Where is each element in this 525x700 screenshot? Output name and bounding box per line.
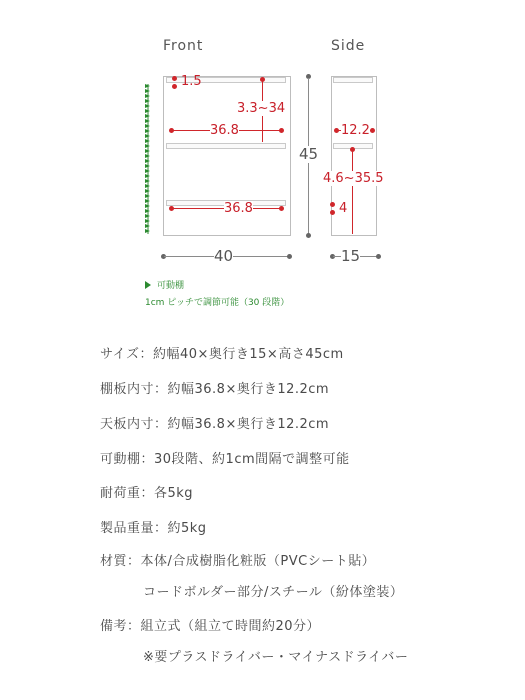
spec-material-cont: コードボルダー部分/スチール（紛体塗装） [143,585,404,600]
top-width-dimension: 36.8 [224,201,253,216]
total-height-dimension: 45 [299,145,319,163]
dim-dot [330,210,335,215]
front-view-label: Front [163,38,204,54]
spec-shelf-inner: 棚板内寸：約幅36.8×奥行き12.2cm [100,382,330,397]
spec-top-inner: 天板内寸：約幅36.8×奥行き12.2cm [100,417,330,432]
spec-notes-cont: ※要プラスドライバー・マイナスドライバー [143,650,409,665]
shelf-pitch-dimension: 3.3~34 [237,101,286,116]
dim-dot [172,84,177,89]
shelf-width-dimension: 36.8 [210,123,239,138]
spec-size: サイズ：約幅40×奥行き15×高さ45cm [100,347,344,362]
dim-dot [279,128,284,133]
total-width-dimension: 40 [214,247,234,265]
side-range-dimension: 4.6~35.5 [323,171,384,186]
spec-material: 材質：本体/合成樹脂化粧版（PVCシート貼） [100,554,376,569]
triangle-icon [145,281,151,289]
note-title: 可動棚 [157,281,185,291]
dim-dot [330,202,335,207]
dim-dot [279,206,284,211]
adjustable-shelf-note [145,278,184,291]
dim-dot [376,254,381,259]
adjustable-shelf-ticks [145,84,151,234]
side-top-panel [333,77,373,83]
shelf-depth-dimension: 12.2 [341,123,370,138]
spec-load-capacity: 耐荷重：各5kg [100,486,194,501]
spec-weight: 製品重量：約5kg [100,521,207,536]
bottom-gap-dimension: 4 [339,201,348,216]
dim-dot [306,233,311,238]
front-shelf [166,143,286,149]
top-gap-dimension: 1.5 [181,74,202,89]
side-view-label: Side [331,38,366,54]
side-range-line [352,150,353,234]
dim-dot [370,128,375,133]
adjustable-shelf-subnote: 1cm ピッチで調節可能（30 段階） [145,298,290,308]
dim-dot [172,76,177,81]
total-depth-dimension: 15 [341,247,361,265]
side-cabinet-outline [331,76,377,236]
dim-dot [287,254,292,259]
spec-adjustable-shelf: 可動棚：30段階、約1cm間隔で調整可能 [100,452,350,467]
spec-notes: 備考：組立式（組立て時間約20分） [100,619,321,634]
